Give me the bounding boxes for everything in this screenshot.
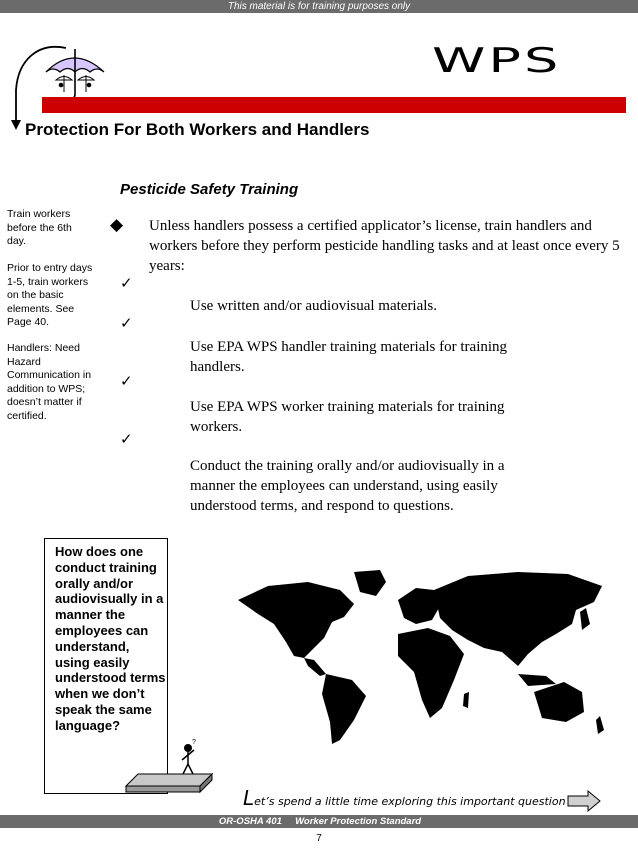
checkmark-icon: ✓ [120, 314, 133, 332]
question-text: How does one conduct training orally and/or audiovisually in a manner the employees can understand, using easily understood terms when we don’t speak the same language? [55, 544, 166, 733]
bullet-item: Use EPA WPS worker training materials for training workers. [190, 399, 505, 435]
world-map-icon [228, 562, 623, 747]
footer-course: OR-OSHA 401 [218, 816, 282, 827]
checkmark-icon: ✓ [120, 430, 133, 448]
svg-text:?: ? [192, 739, 196, 746]
footer-standard: Worker Protection Standard [295, 816, 422, 827]
title-red-bar [42, 97, 626, 113]
checkmark-icon: ✓ [120, 372, 133, 390]
top-banner-text: This material is for training purposes only [227, 1, 411, 12]
section-title: Pesticide Safety Training [120, 181, 299, 198]
thinking-figure-icon [124, 738, 216, 798]
explore-initial: L [243, 786, 255, 810]
side-note: Train workers before the 6th day. [7, 208, 72, 247]
intro-paragraph: Unless handlers possess a certified applicator’s license, train handlers and workers before they perform pesticide handling tasks and at least once every 5 years: [149, 218, 620, 274]
explore-text: et’s spend a little time exploring this important question [254, 795, 566, 808]
diamond-bullet-icon: ◆ [110, 215, 124, 234]
wps-logo-text: WPS [432, 40, 562, 80]
bullet-item: Use written and/or audiovisual materials. [190, 298, 438, 314]
side-note: Prior to entry days 1-5, train workers on the basic elements. See Page 40. [7, 262, 93, 328]
umbrella-family-icon [8, 40, 113, 132]
bullet-item: Conduct the training orally and/or audiovisually in a manner the employees can understand, using easily understood terms, and respond to questions. [190, 458, 505, 514]
side-note: Handlers: Need Hazard Communication in addition to WPS; doesn’t matter if certified. [7, 342, 92, 422]
explore-caption [243, 786, 566, 810]
next-arrow-icon [566, 790, 602, 812]
checkmark-icon: ✓ [120, 274, 133, 292]
page-title: Protection For Both Workers and Handlers [25, 120, 370, 139]
footer-text [200, 815, 440, 828]
page-number: 7 [316, 833, 322, 844]
bullet-item: Use EPA WPS handler training materials for training handlers. [190, 339, 508, 375]
